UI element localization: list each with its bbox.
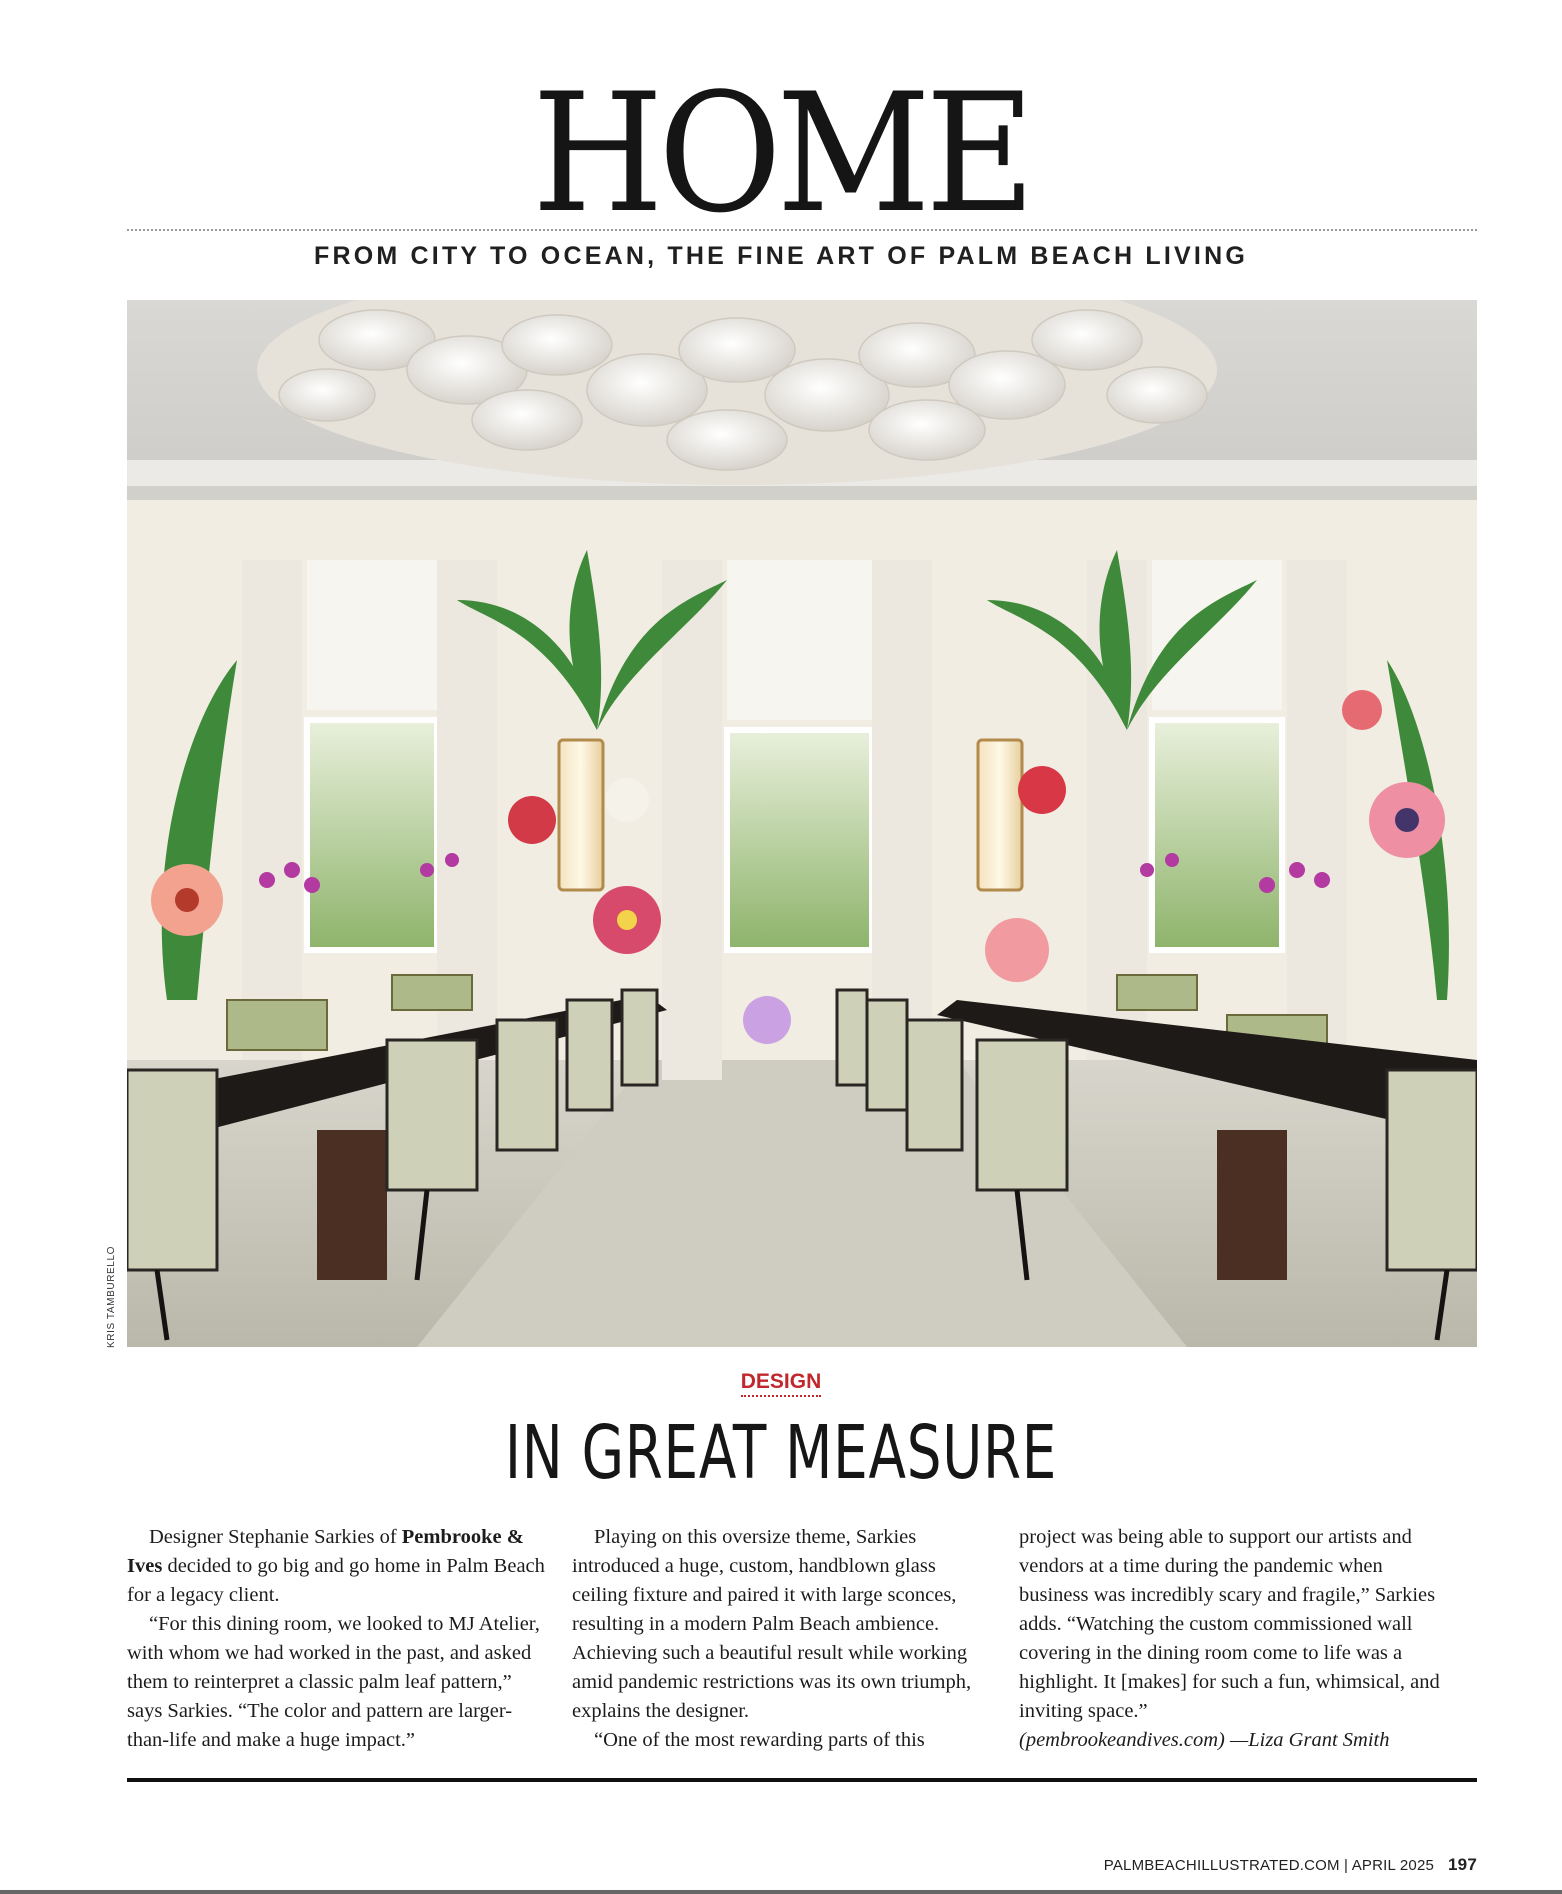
paragraph-text: Designer Stephanie Sarkies of [149, 1526, 402, 1548]
paragraph: “For this dining room, we looked to MJ Atelier, with whom we had worked in the past, and asked them to reinterpret a classic palm leaf pattern,” says Sarkies. “The color and pattern are larger-than-life and make a huge impact.” [127, 1613, 540, 1751]
article-column-3 [1019, 1523, 1443, 1755]
page-number: 197 [1448, 1855, 1477, 1874]
paragraph: Playing on this oversize theme, Sarkies introduced a huge, custom, handblown glass ceiling fixture and paired it with large sconces, resulting in a modern Palm Beach ambience. Achieving such a beautiful result while working amid pandemic restrictions was its own triumph, explains the designer. [572, 1526, 972, 1722]
dining-room-photo [127, 300, 1477, 1347]
paragraph: “One of the most rewarding parts of this [594, 1729, 925, 1751]
masthead-title: HOME [532, 58, 1030, 249]
kicker-label: DESIGN [741, 1370, 822, 1397]
masthead-divider [127, 229, 1477, 231]
article-end-rule [127, 1778, 1477, 1782]
paragraph-text: decided to go big and go home in Palm Beach for a legacy client. [127, 1555, 545, 1606]
firm-name: Pembrooke & Ives [127, 1526, 524, 1577]
page-footer [1104, 1855, 1477, 1875]
attribution: (pembrookeandives.com) —Liza Grant Smith [1019, 1729, 1390, 1751]
paragraph: project was being able to support our artists and vendors at a time during the pandemic when business was incredibly scary and fragile,” Sarkies adds. “Watching the custom commissioned wall covering in the dining room come to life was a highlight. It [makes] for such a fun, whimsical, and inviting space.” [1019, 1526, 1440, 1722]
dining-room-illustration [127, 300, 1477, 1347]
article-headline: IN GREAT MEASURE [504, 1410, 1058, 1496]
page-edge [0, 1890, 1562, 1894]
footer-site-date: PALMBEACHILLUSTRATED.COM | APRIL 2025 [1103, 1857, 1435, 1874]
photo-credit: KRIS TAMBURELLO [106, 1246, 117, 1348]
section-kicker [0, 1370, 1562, 1394]
article-column-2 [572, 1523, 996, 1755]
article-column-1 [127, 1523, 551, 1755]
paragraph [127, 1523, 551, 1610]
masthead-tagline: FROM CITY TO OCEAN, THE FINE ART OF PALM BEACH LIVING [314, 242, 1248, 270]
